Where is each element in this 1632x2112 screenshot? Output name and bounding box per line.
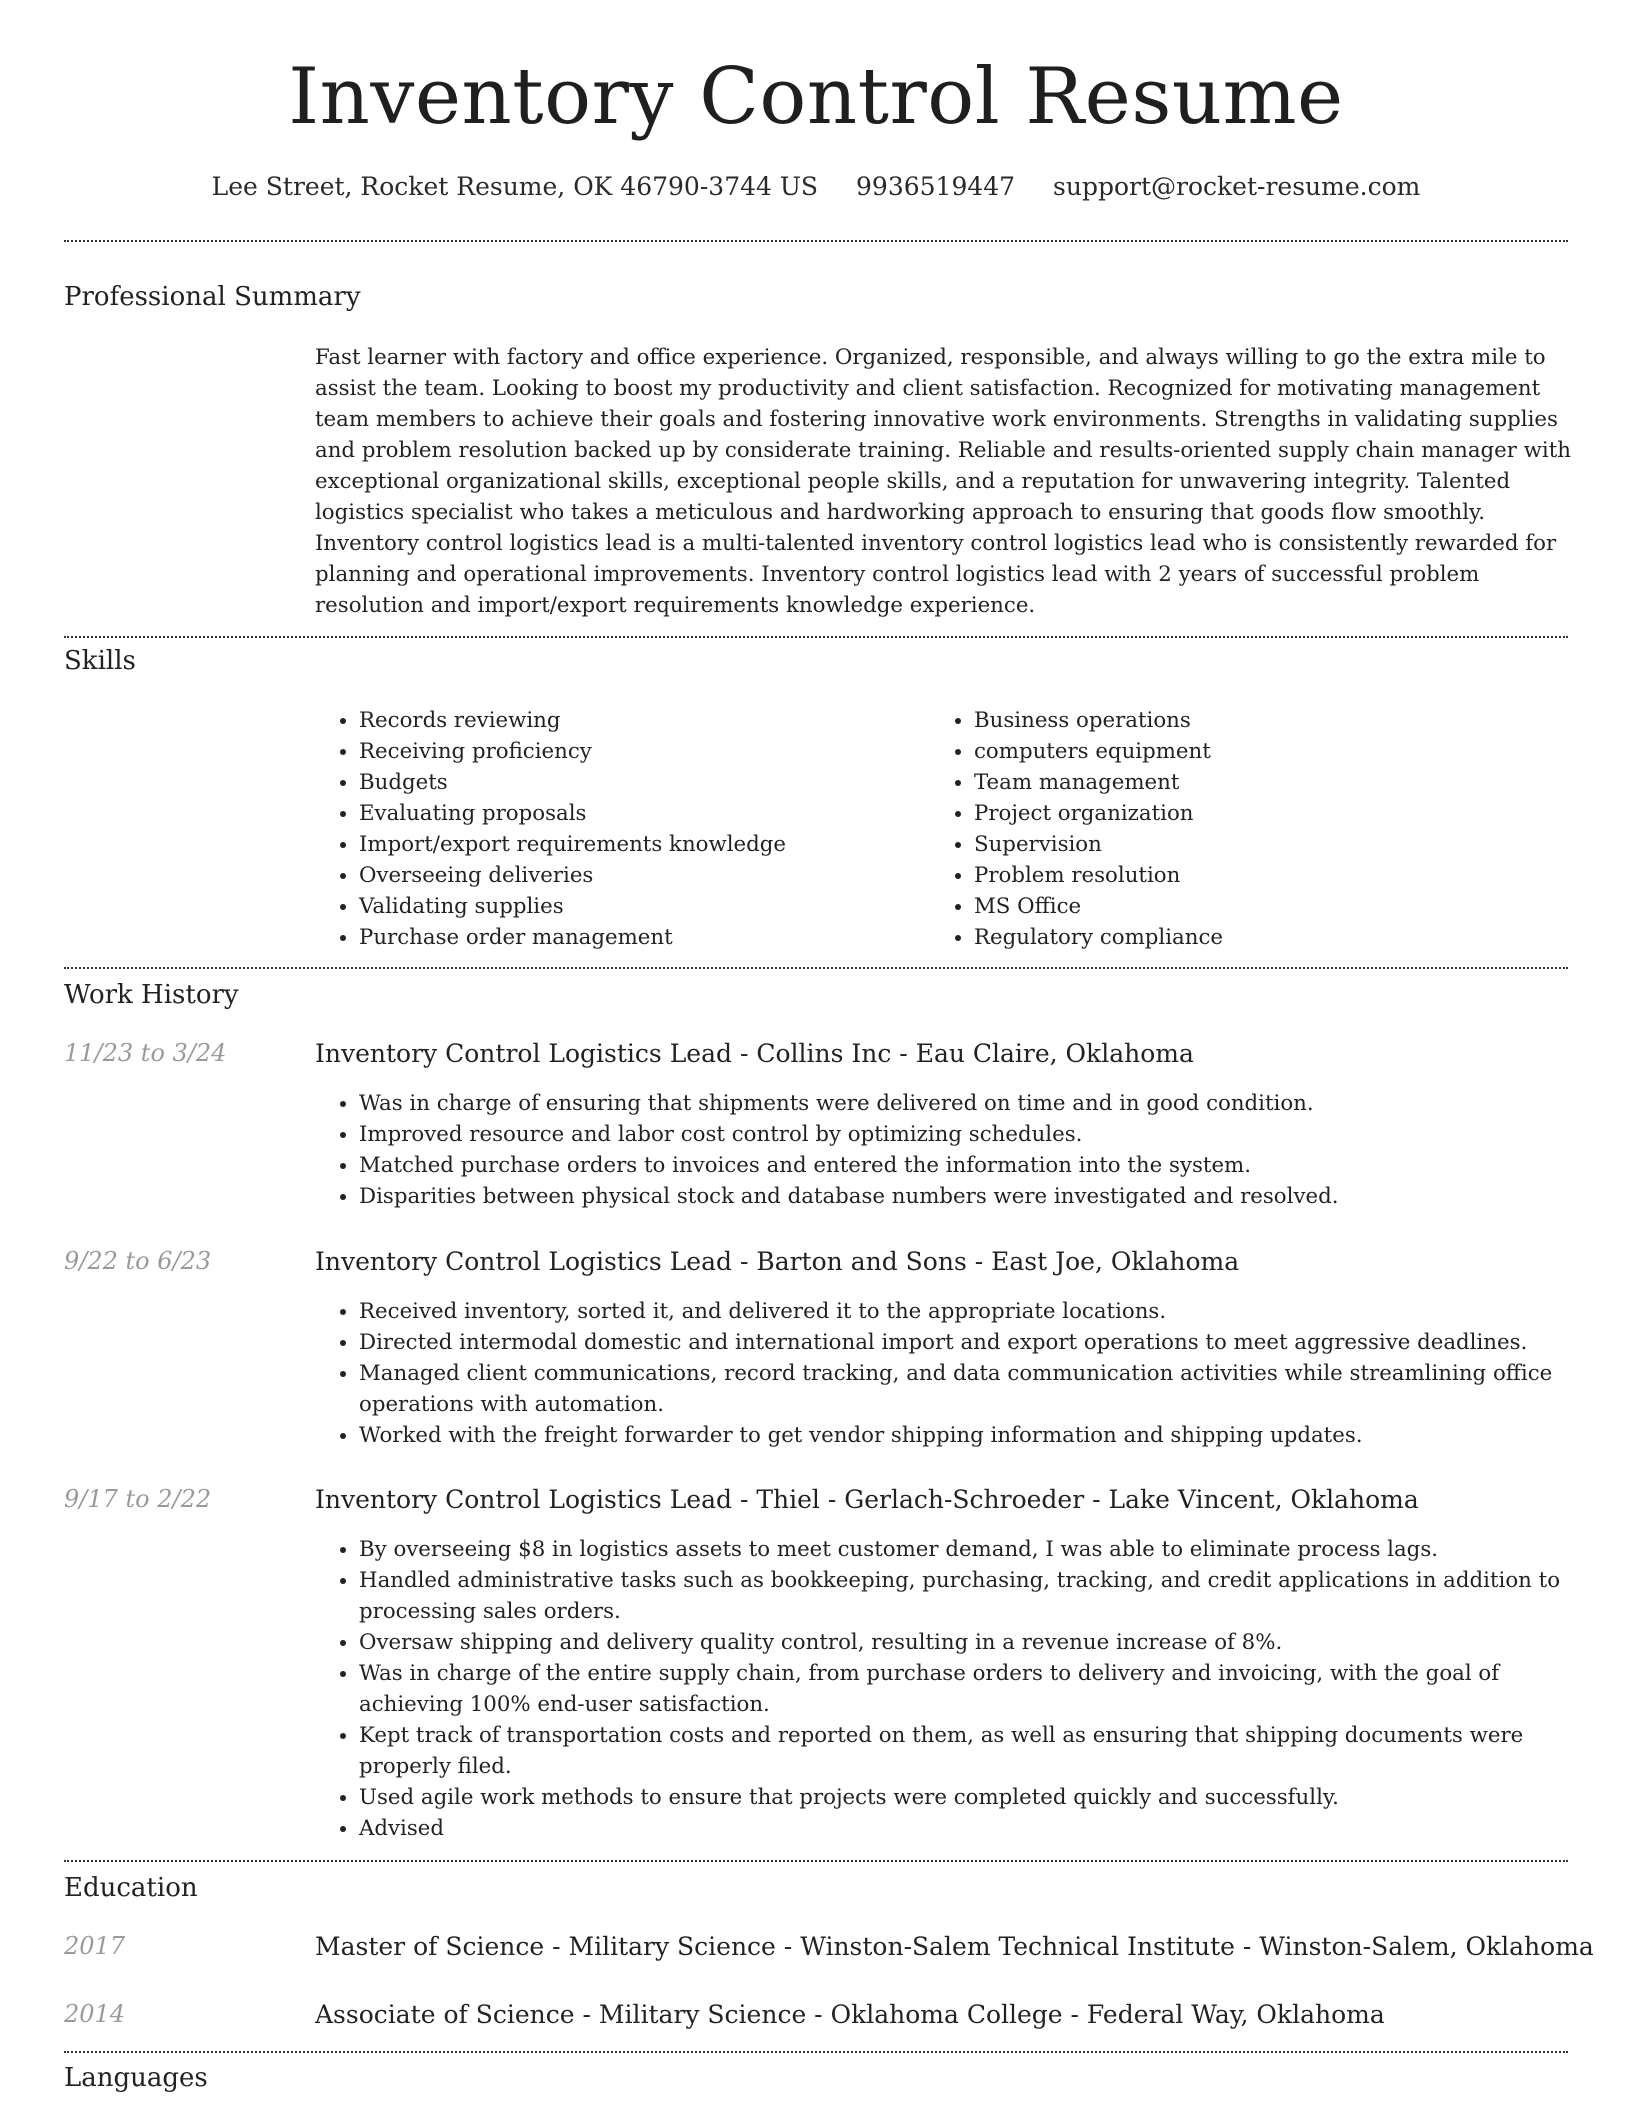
skill-item: • Supervision [974, 829, 1223, 860]
job-dates: 11/23 to 3/24 [64, 1039, 227, 1067]
job-title: Inventory Control Logistics Lead - Barton and Sons - East Joe, Oklahoma [315, 1247, 1240, 1276]
job-bullet: • Was in charge of ensuring that shipments were delivered on time and in good condition. [359, 1088, 1599, 1119]
job-bullets [315, 1534, 1599, 1844]
section-divider [64, 636, 1568, 638]
skill-item: • Purchase order management [359, 922, 786, 953]
contact-phone: 9936519447 [856, 172, 1016, 201]
contact-address: Lee Street, Rocket Resume, OK 46790-3744 US [211, 172, 819, 201]
job-bullet: • Was in charge of the entire supply chain, from purchase orders to delivery and invoicing, with the goal of achieving 100% end-user satisfaction. [359, 1658, 1599, 1720]
job-bullet: • Handled administrative tasks such as bookkeeping, purchasing, tracking, and credit applications in addition to processing sales orders. [359, 1565, 1599, 1627]
job-title: Inventory Control Logistics Lead - Collins Inc - Eau Claire, Oklahoma [315, 1039, 1194, 1068]
skill-item: • Overseeing deliveries [359, 860, 786, 891]
skill-item: • computers equipment [974, 736, 1223, 767]
job-bullets [315, 1088, 1599, 1212]
education-year: 2017 [64, 1932, 126, 1960]
job-bullet: • Received inventory, sorted it, and delivered it to the appropriate locations. [359, 1296, 1599, 1327]
job-bullet: • Managed client communications, record tracking, and data communication activities while streamlining office operations with automation. [359, 1358, 1599, 1420]
job-bullet: • Advised [359, 1813, 1599, 1844]
skill-item: • Project organization [974, 798, 1223, 829]
skill-item: • Business operations [974, 705, 1223, 736]
job-bullet: • Used agile work methods to ensure that projects were completed quickly and successfully. [359, 1782, 1599, 1813]
job-bullet: • Worked with the freight forwarder to get vendor shipping information and shipping updates. [359, 1420, 1599, 1451]
skill-item: • Evaluating proposals [359, 798, 786, 829]
job-dates: 9/17 to 2/22 [64, 1485, 212, 1513]
skill-item: • Import/export requirements knowledge [359, 829, 786, 860]
education-heading: Education [64, 1873, 198, 1903]
job-dates: 9/22 to 6/23 [64, 1247, 212, 1275]
skill-item: • MS Office [974, 891, 1223, 922]
skill-item: • Team management [974, 767, 1223, 798]
section-divider [64, 240, 1568, 242]
languages-heading: Languages [64, 2063, 208, 2093]
job-bullet: • Disparities between physical stock and database numbers were investigated and resolved. [359, 1181, 1599, 1212]
skill-item: • Regulatory compliance [974, 922, 1223, 953]
resume-title: Inventory Control Resume [288, 52, 1344, 142]
job-bullet: • Kept track of transportation costs and reported on them, as well as ensuring that shipping documents were properly filed. [359, 1720, 1599, 1782]
job-bullet: • Improved resource and labor cost control by optimizing schedules. [359, 1119, 1599, 1150]
skills-heading: Skills [64, 646, 136, 676]
section-divider [64, 2051, 1568, 2053]
summary-heading: Professional Summary [64, 282, 361, 312]
skill-item: • Validating supplies [359, 891, 786, 922]
education-year: 2014 [64, 2000, 126, 2028]
job-bullet: • Directed intermodal domestic and international import and export operations to meet aggressive deadlines. [359, 1327, 1599, 1358]
work-history-heading: Work History [64, 980, 239, 1010]
section-divider [64, 1860, 1568, 1862]
section-divider [64, 967, 1568, 969]
skill-item: • Budgets [359, 767, 786, 798]
skills-list-right [930, 705, 1223, 953]
job-bullet: • Oversaw shipping and delivery quality control, resulting in a revenue increase of 8%. [359, 1627, 1599, 1658]
contact-line [0, 172, 1632, 201]
education-title: Associate of Science - Military Science - Oklahoma College - Federal Way, Oklahoma [315, 2000, 1385, 2029]
skills-list-left [315, 705, 786, 953]
job-bullet: • By overseeing $8 in logistics assets to meet customer demand, I was able to eliminate process lags. [359, 1534, 1599, 1565]
summary-text: Fast learner with factory and office experience. Organized, responsible, and always willing to go the extra mile to assist the team. Looking to boost my productivity and client satisfaction. Recognized for motivating management team members to achieve their goals and fostering innovative work environments. Strengths in validating supplies and problem resolution backed up by considerate training. Reliable and results-oriented supply chain manager with exceptional organizational skills, exceptional people skills, and a reputation for unwavering integrity. Talented logistics specialist who takes a meticulous and hardworking approach to ensuring that goods flow smoothly. Inventory control logistics lead is a multi-talented inventory control logistics lead who is consistently rewarded for planning and operational improvements. Inventory control logistics lead with 2 years of successful problem resolution and import/export requirements knowledge experience. [315, 345, 1572, 618]
contact-email: support@rocket-resume.com [1053, 172, 1421, 201]
job-bullet: • Matched purchase orders to invoices and entered the information into the system. [359, 1150, 1599, 1181]
education-title: Master of Science - Military Science - Winston-Salem Technical Institute - Winston-Salem, Oklahoma [315, 1932, 1594, 1961]
skill-item: • Problem resolution [974, 860, 1223, 891]
job-title: Inventory Control Logistics Lead - Thiel - Gerlach-Schroeder - Lake Vincent, Oklahoma [315, 1485, 1419, 1514]
job-bullets [315, 1296, 1599, 1451]
skill-item: • Receiving proficiency [359, 736, 786, 767]
skill-item: • Records reviewing [359, 705, 786, 736]
